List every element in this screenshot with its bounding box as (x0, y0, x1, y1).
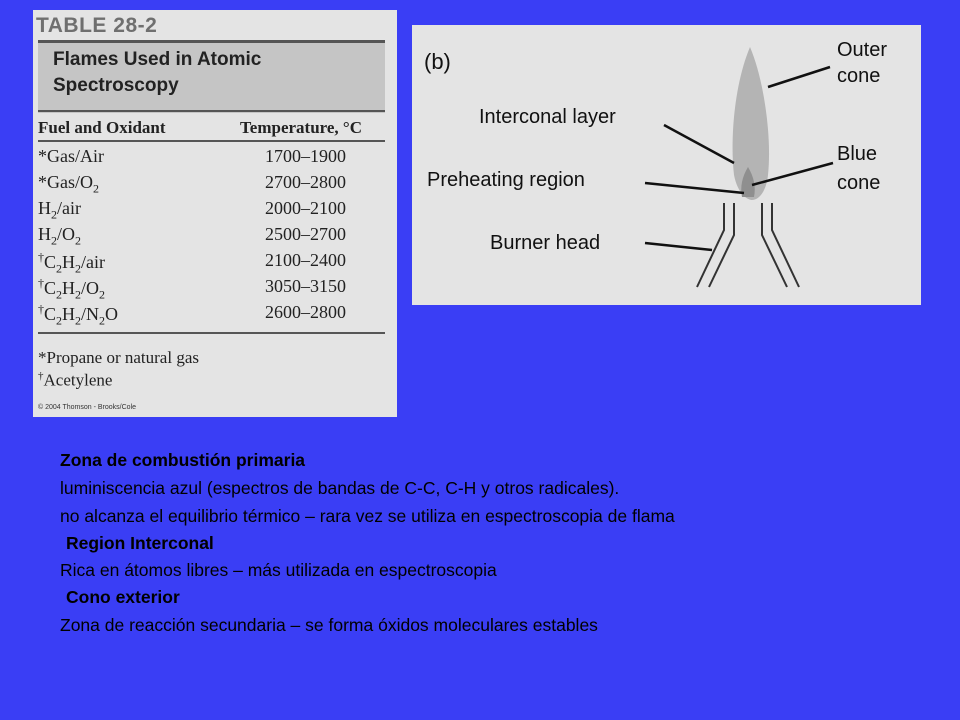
table-row (38, 172, 385, 198)
heading-outer-cone: Cono exterior (66, 587, 180, 607)
outer-cone-line: Zona de reacción secundaria – se forma óxidos moleculares estables (60, 615, 598, 635)
temperature-cell: 2500–2700 (265, 224, 346, 244)
fuel-oxidant-cell: $^\dagger C_2H_2$/air (38, 250, 106, 276)
table-title (38, 40, 385, 113)
fuel-oxidant-cell: $^\dagger C_2H_2/O_2$ (38, 276, 106, 302)
table-tag (33, 10, 397, 40)
flames-table (33, 10, 397, 417)
fuel-oxidant-cell: $^\dagger C_2H_2/N_2O$ (38, 302, 119, 328)
panel-label: (b) (424, 49, 451, 74)
burner-head-shape (697, 203, 799, 287)
leader-burner-head (645, 243, 712, 250)
fuel-oxidant-cell: *Gas/Air (38, 146, 104, 166)
temperature-cell: 3050–3150 (265, 276, 346, 296)
table-row (38, 276, 385, 302)
heading-primary-zone: Zona de combustión primaria (60, 450, 306, 470)
leader-preheating (645, 183, 744, 193)
table-row (38, 250, 385, 276)
divider (38, 332, 385, 334)
primary-zone-line2: no alcanza el equilibrio térmico – rara vez se utiliza en espectroscopia de flama (60, 506, 675, 526)
leader-interconal (664, 125, 734, 163)
table-tag-text: TABLE 28-2 (36, 14, 158, 37)
label-blue-cone-line2: cone (837, 172, 881, 194)
table-row (38, 302, 385, 328)
label-blue-cone-line1: Blue (837, 143, 878, 163)
label-burner-head: Burner head (490, 232, 601, 254)
footnote-propane: *Propane or natural gas (38, 348, 199, 367)
heading-interconal-region: Region Interconal (66, 533, 214, 553)
fuel-oxidant-cell: $*Gas/O_2$ (38, 172, 99, 196)
table-row (38, 198, 385, 224)
fuel-oxidant-cell: $H_2/O_2$ (38, 224, 81, 248)
temperature-cell: 2100–2400 (265, 250, 346, 270)
table-title-line2: Spectroscopy (53, 75, 179, 96)
dagger-mark: † (38, 370, 44, 382)
copyright-notice: © 2004 Thomson - Brooks/Cole (38, 404, 137, 411)
label-outer-cone-line1: Outer (837, 39, 888, 61)
primary-zone-line1: luminiscencia azul (espectros de bandas de C-C, C-H y otros radicales). (60, 478, 620, 498)
temperature-cell: 2000–2100 (265, 198, 346, 218)
fuel-oxidant-cell: $H_2$/air (38, 198, 81, 222)
temperature-cell: 2600–2800 (265, 302, 346, 322)
footnote-acetylene (38, 370, 112, 391)
footnote-acetylene-text: Acetylene (43, 370, 113, 390)
temperature-cell: 1700–1900 (265, 146, 346, 166)
interconal-region-line: Rica en átomos libres – más utilizada en espectroscopia (60, 560, 497, 580)
label-interconal-layer: Interconal layer (479, 106, 616, 128)
label-preheating-region: Preheating region (427, 169, 585, 191)
table-row (38, 224, 385, 250)
table-title-line1: Flames Used in Atomic (53, 49, 262, 70)
column-header-fuel: Fuel and Oxidant (38, 118, 166, 137)
column-header-temperature: Temperature, °C (240, 118, 363, 137)
leader-outer-cone (768, 67, 830, 87)
label-outer-cone-line2: cone (837, 65, 881, 87)
divider (38, 110, 385, 112)
table-row (38, 146, 385, 172)
flame-diagram (412, 25, 921, 305)
divider (38, 140, 385, 142)
temperature-cell: 2700–2800 (265, 172, 346, 192)
